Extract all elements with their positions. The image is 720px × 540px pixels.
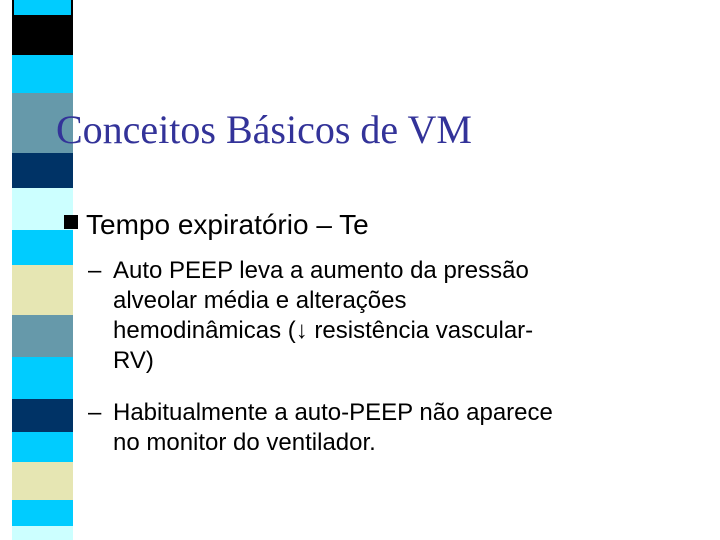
stripe-black [12, 15, 73, 55]
text-line: Habitualmente a auto-PEEP não aparece [113, 399, 553, 426]
sub-bullet-item [88, 398, 648, 458]
text-line: RV) [113, 347, 154, 374]
stripe-cream [12, 265, 73, 315]
stripe-cyan [12, 55, 73, 93]
bullet-heading: Tempo expiratório – Te [86, 209, 369, 240]
dash-bullet: – [88, 257, 102, 284]
stripe-black [12, 0, 73, 15]
text-line: hemodinâmicas ( [113, 317, 296, 344]
stripe-cream [12, 462, 73, 500]
dash-bullet: – [88, 399, 102, 426]
stripe-navy [12, 153, 73, 188]
stripe-cyan [12, 432, 73, 462]
arrow-down-icon: ↓ [295, 317, 308, 344]
stripe-cyan [12, 357, 73, 399]
sub-bullet-text [113, 256, 648, 376]
slide-title: Conceitos Básicos de VM [56, 107, 472, 152]
text-line: resistência vascular- [307, 317, 534, 344]
stripe-cyan [12, 500, 73, 526]
sub-bullet-text [113, 398, 648, 458]
stripe-light [12, 526, 73, 540]
text-line: no monitor do ventilador. [113, 429, 376, 456]
stripe-steel [12, 315, 73, 357]
text-line: alveolar média e alterações [113, 287, 407, 314]
bullet-square-icon [64, 215, 78, 229]
decorative-sidebar [12, 0, 73, 540]
stripe-cyan [12, 230, 73, 265]
sub-bullet-item [88, 256, 648, 376]
text-line: Auto PEEP leva a aumento da pressão [113, 257, 529, 284]
stripe-navy [12, 399, 73, 432]
